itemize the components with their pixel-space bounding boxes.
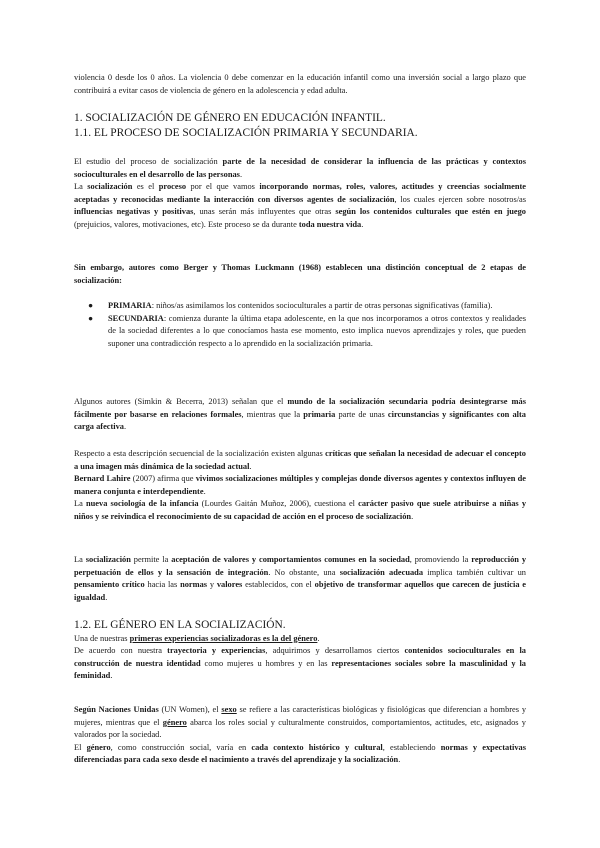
trajectory-text: De acuerdo con nuestra trayectoria y experiencias, adquirimos y desarrollamos ciertos contenidos socioculturales en la construcción de nuestra identidad como mujeres u hombres y en las representaciones sociales sobre la masculinidad y la feminidad.	[74, 646, 526, 681]
gender-construction-text: El género, como construcción social, varía en cada contexto histórico y cultural, estableciendo normas y expectativas diferenciadas para cada sexo desde el nacimiento a través del aprendizaje y la socialización.	[74, 742, 526, 765]
section-1-2	[74, 618, 526, 683]
paragraph-berger	[74, 262, 526, 287]
gender-experience-text: Una de nuestras primeras experiencias socializadoras es la del género.	[74, 633, 320, 643]
lahire-text: Bernard Lahire (2007) afirma que vivimos socializaciones múltiples y complejas donde diversos agentes y contextos influyen de manera conjunta e interdependiente.	[74, 474, 526, 496]
paragraph-socialization-values	[74, 554, 526, 604]
new-sociology-text: La nueva sociología de la infancia (Lourdes Gaitán Muñoz, 2006), cuestiona el carácter pasivo que suele atribuirse a niñas y niños y se reivindica el reconocimiento de su capacidad de acción en el proceso de socialización.	[74, 499, 527, 521]
heading-1-2: 1.2. EL GÉNERO EN LA SOCIALIZACIÓN.	[74, 619, 286, 631]
stages-list	[74, 300, 526, 350]
paragraph-simkin	[74, 396, 526, 434]
list-item: ● PRIMARIA: niños/as asimilamos los contenidos socioculturales a partir de otras personas significativas (familia).	[74, 300, 526, 313]
section-headings	[74, 111, 526, 140]
paragraph-un	[74, 704, 526, 767]
critics-text: Respecto a esta descripción secuencial de la socialización existen algunas críticas que señalan la necesidad de adecuar el concepto a una imagen más dinámica de la sociedad actual.	[74, 449, 526, 471]
heading-1: 1. SOCIALIZACIÓN DE GÉNERO EN EDUCACIÓN INFANTIL.	[74, 112, 386, 124]
socialization-definition: La socialización es el proceso por el que vamos incorporando normas, roles, valores, actitudes y creencias socialmente aceptadas y reconocidas mediante la interacción con diversos agentes de socialización, los cuales ejercen sobre nosotros/as influencias negativas y positivas, unas serán más influyentes que otras según los contenidos culturales que estén en juego (prejuicios, valores, motivaciones, etc). Este proceso se da durante toda nuestra vida.	[74, 182, 527, 229]
values-text: La socialización permite la aceptación de valores y comportamientos comunes en la sociedad, promoviendo la reproducción y perpetuación de ellos y la sensación de integración. No obstante, una socialización adecuada implica también cultivar un pensamiento crítico hacia las normas y valores establecidos, con el objetivo de transformar aquellos que carecen de justicia e igualdad.	[74, 555, 527, 602]
study-text: El estudio del proceso de socialización parte de la necesidad de considerar la influencia de las prácticas y contextos socioculturales en el desarrollo de las personas.	[74, 157, 526, 179]
un-text: Según Naciones Unidas (UN Women), el sexo se refiere a las características biológicas y fisiológicas que diferencian a hombres y mujeres, mientras que el género abarca los roles social y culturalmente construidos, comportamientos, actitudes, etc, asignados y valorados por la sociedad.	[74, 705, 527, 740]
berger-text: Sin embargo, autores como Berger y Thomas Luckmann (1968) establecen una distinción conceptual de 2 etapas de socialización:	[74, 263, 526, 285]
simkin-text: Algunos autores (Simkin & Becerra, 2013) señalan que el mundo de la socialización secundaria podría desintegrarse más fácilmente por basarse en relaciones formales, mientras que la primaria parte de unas circunstancias y significantes con alta carga afectiva.	[74, 397, 526, 432]
bullet-icon: ●	[88, 301, 94, 310]
bullet-icon: ●	[88, 313, 94, 323]
list-item: ● SECUNDARIA: comienza durante la última etapa adolescente, en la que nos incorporamos a otros contextos y realidades de la sociedad diferentes a lo que conocíamos hasta ese momento, esto implica nuevos aprendizajes y roles, que pueden suponer una contradicción respecto a lo aprendido en la socialización primaria.	[88, 313, 526, 348]
paragraph-study	[74, 156, 526, 232]
paragraph-critics	[74, 448, 526, 524]
intro-text: violencia 0 desde los 0 años. La violencia 0 debe comenzar en la educación infantil como una inversión social a largo plazo que contribuirá a evitar casos de violencia de género en la adolescencia y edad adulta.	[74, 73, 526, 95]
intro-paragraph	[74, 72, 526, 97]
heading-1-1: 1.1. EL PROCESO DE SOCIALIZACIÓN PRIMARIA Y SECUNDARIA.	[74, 126, 418, 139]
